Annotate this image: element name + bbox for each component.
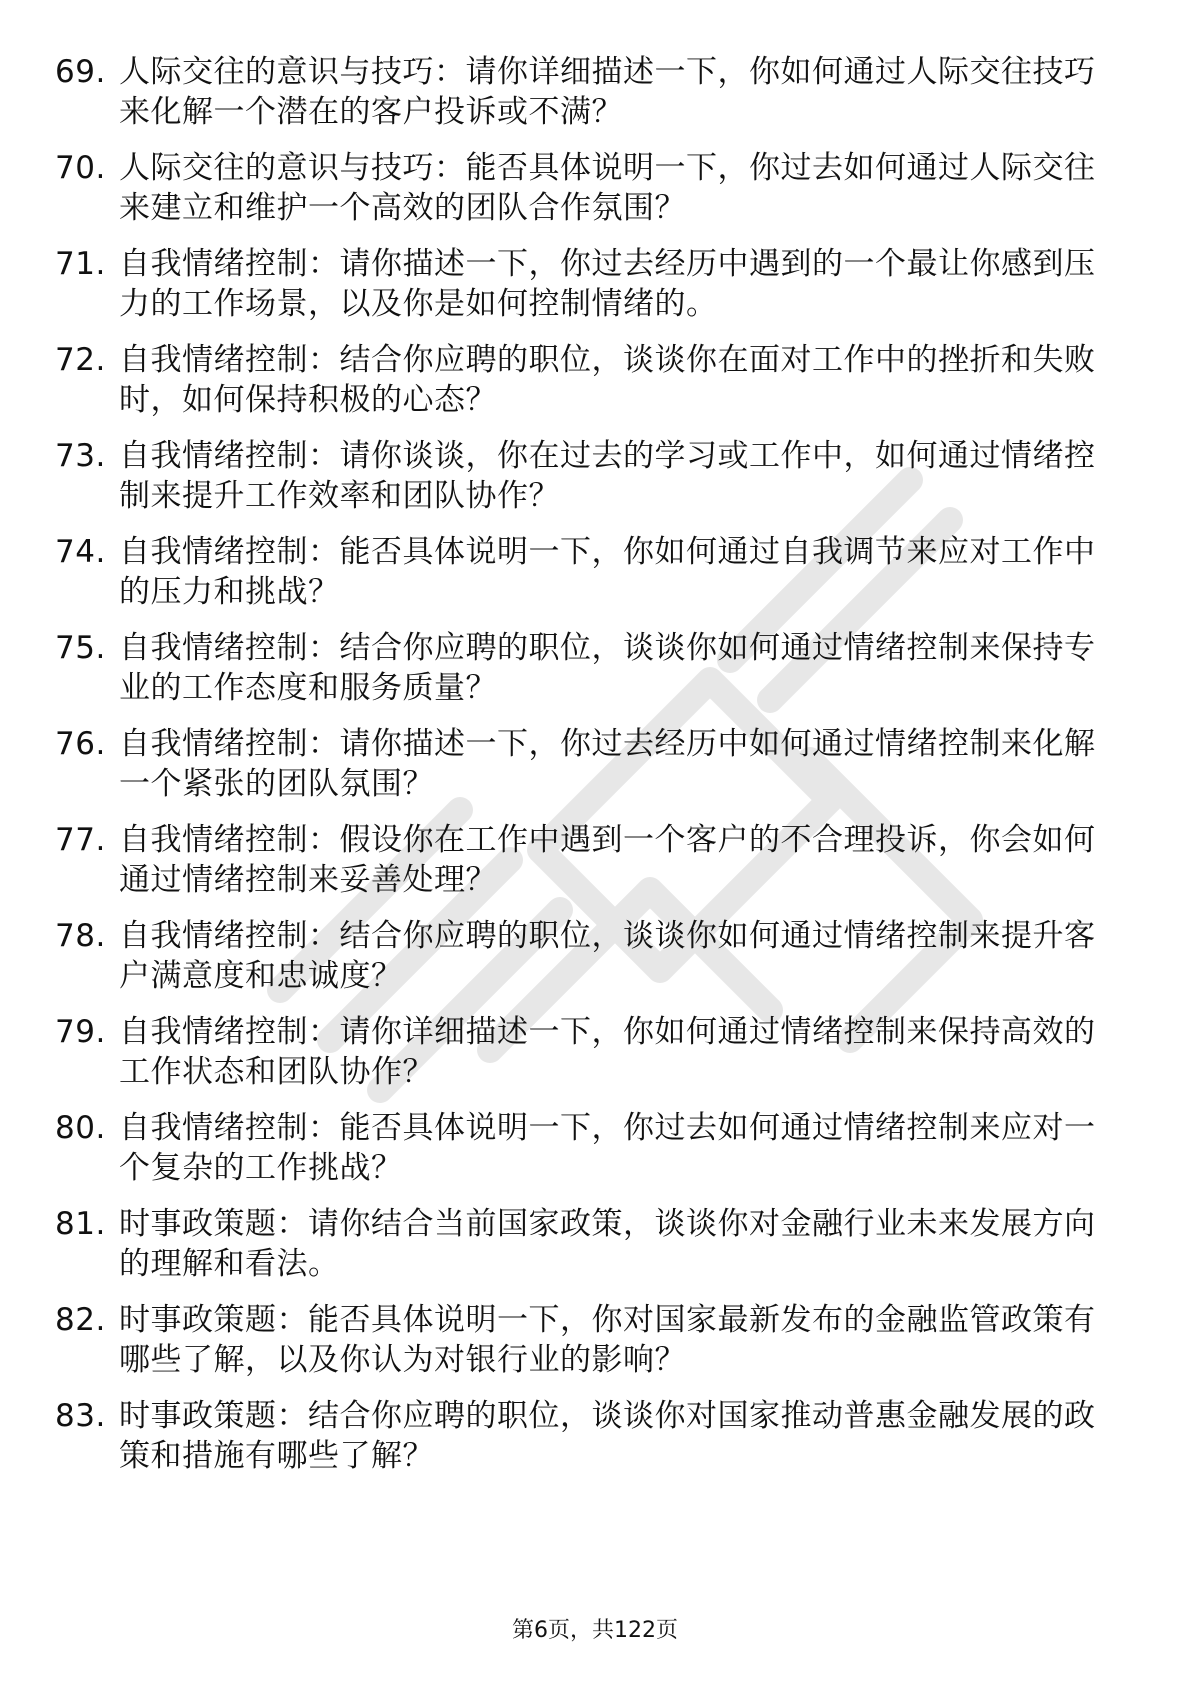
- question-item-81: [55, 1204, 1115, 1284]
- question-item-72: [55, 340, 1115, 420]
- question-item-73: [55, 436, 1115, 516]
- question-list: [55, 52, 1115, 1492]
- question-text: 自我情绪控制：请你描述一下，你过去经历中如何通过情绪控制来化解一个紧张的团队氛围？: [119, 726, 1096, 802]
- question-text: 自我情绪控制：结合你应聘的职位，谈谈你在面对工作中的挫折和失败时，如何保持积极的心态？: [119, 342, 1096, 418]
- question-text: 自我情绪控制：能否具体说明一下，你过去如何通过情绪控制来应对一个复杂的工作挑战？: [119, 1110, 1096, 1186]
- question-number: 76.: [55, 726, 106, 762]
- question-text: 时事政策题：能否具体说明一下，你对国家最新发布的金融监管政策有哪些了解，以及你认为对银行业的影响？: [119, 1302, 1096, 1378]
- question-item-70: [55, 148, 1115, 228]
- question-text: 人际交往的意识与技巧：能否具体说明一下，你过去如何通过人际交往来建立和维护一个高效的团队合作氛围？: [119, 150, 1096, 226]
- question-number: 69.: [55, 54, 106, 90]
- page-number-footer: 第6页，共122页: [512, 1618, 678, 1643]
- question-text: 时事政策题：结合你应聘的职位，谈谈你对国家推动普惠金融发展的政策和措施有哪些了解？: [119, 1398, 1096, 1474]
- question-number: 80.: [55, 1110, 106, 1146]
- question-text: 自我情绪控制：结合你应聘的职位，谈谈你如何通过情绪控制来保持专业的工作态度和服务质量？: [119, 630, 1096, 706]
- question-text: 自我情绪控制：结合你应聘的职位，谈谈你如何通过情绪控制来提升客户满意度和忠诚度？: [119, 918, 1096, 994]
- question-item-83: [55, 1396, 1115, 1476]
- question-item-76: [55, 724, 1115, 804]
- question-item-80: [55, 1108, 1115, 1188]
- question-text: 时事政策题：请你结合当前国家政策，谈谈你对金融行业未来发展方向的理解和看法。: [119, 1206, 1096, 1282]
- question-item-71: [55, 244, 1115, 324]
- question-number: 72.: [55, 342, 106, 378]
- question-number: 74.: [55, 534, 106, 570]
- question-number: 77.: [55, 822, 106, 858]
- question-item-75: [55, 628, 1115, 708]
- question-item-79: [55, 1012, 1115, 1092]
- question-number: 70.: [55, 150, 106, 186]
- question-number: 83.: [55, 1398, 106, 1434]
- question-number: 75.: [55, 630, 106, 666]
- question-number: 73.: [55, 438, 106, 474]
- question-text: 自我情绪控制：假设你在工作中遇到一个客户的不合理投诉，你会如何通过情绪控制来妥善处理？: [119, 822, 1096, 898]
- question-number: 78.: [55, 918, 106, 954]
- question-text: 自我情绪控制：请你谈谈，你在过去的学习或工作中，如何通过情绪控制来提升工作效率和团队协作？: [119, 438, 1096, 514]
- question-item-77: [55, 820, 1115, 900]
- question-text: 人际交往的意识与技巧：请你详细描述一下，你如何通过人际交往技巧来化解一个潜在的客户投诉或不满？: [119, 54, 1096, 130]
- question-number: 71.: [55, 246, 106, 282]
- question-item-74: [55, 532, 1115, 612]
- question-text: 自我情绪控制：请你详细描述一下，你如何通过情绪控制来保持高效的工作状态和团队协作？: [119, 1014, 1096, 1090]
- question-number: 82.: [55, 1302, 106, 1338]
- question-item-69: [55, 52, 1115, 132]
- question-text: 自我情绪控制：能否具体说明一下，你如何通过自我调节来应对工作中的压力和挑战？: [119, 534, 1096, 610]
- question-text: 自我情绪控制：请你描述一下，你过去经历中遇到的一个最让你感到压力的工作场景，以及你是如何控制情绪的。: [119, 246, 1096, 322]
- question-item-78: [55, 916, 1115, 996]
- question-item-82: [55, 1300, 1115, 1380]
- question-number: 81.: [55, 1206, 106, 1242]
- question-number: 79.: [55, 1014, 106, 1050]
